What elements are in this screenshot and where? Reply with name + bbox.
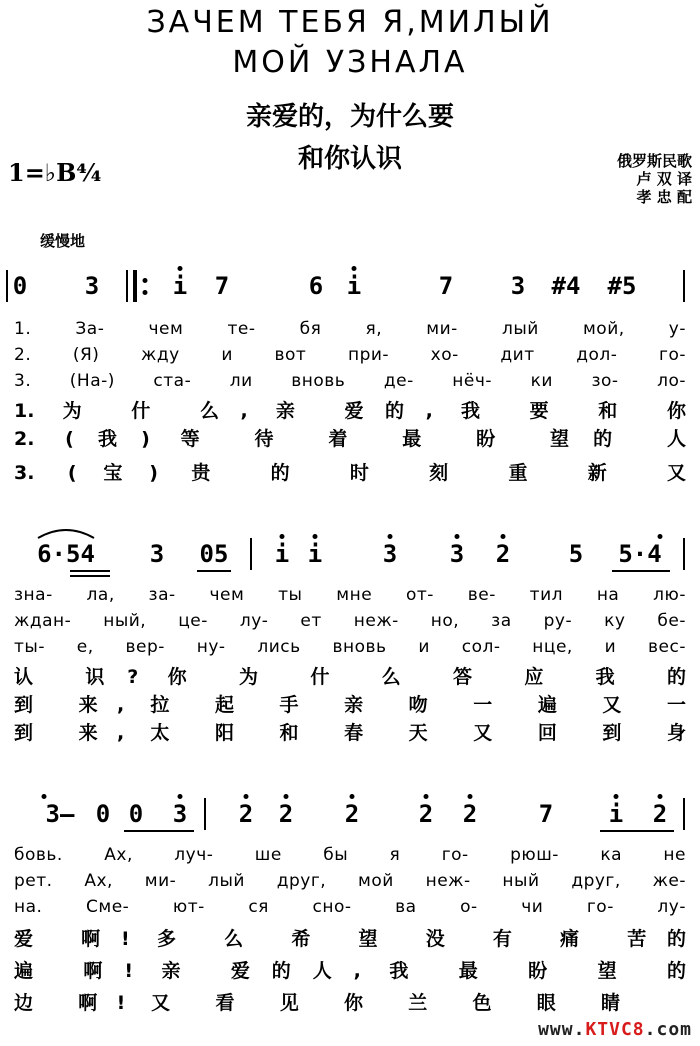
credit-translator: 卢 双 译 — [636, 170, 692, 188]
octave-dot — [468, 794, 473, 799]
credits — [617, 152, 692, 206]
note: 2 — [495, 540, 511, 568]
note: 2 — [278, 800, 294, 828]
tempo-marking: 缓慢地 — [40, 232, 86, 250]
octave-dot — [244, 794, 249, 799]
title-chinese-line1: 亲爱的，为什么要 — [245, 102, 454, 132]
watermark-prefix: www. — [538, 1019, 586, 1040]
note: 7 — [538, 800, 554, 828]
note: 2 — [652, 800, 668, 828]
staff-1-bar-end — [683, 270, 685, 302]
note: i — [608, 800, 624, 828]
note: 3 — [510, 272, 526, 300]
octave-dot — [280, 534, 285, 539]
beam-underline — [600, 830, 674, 832]
note: 0 — [12, 272, 28, 300]
note: 3 — [84, 272, 100, 300]
note: i — [172, 272, 188, 300]
octave-dot — [313, 534, 318, 539]
note: 0 — [95, 800, 111, 828]
repeat-dot — [143, 278, 148, 283]
barline — [683, 798, 685, 830]
title-chinese-line2: 和你认识 — [297, 144, 402, 174]
note: 3 — [449, 540, 465, 568]
repeat-start-bar — [133, 270, 137, 302]
repeat-dot — [143, 290, 148, 295]
note: i — [274, 540, 290, 568]
note: i — [307, 540, 323, 568]
octave-dot — [424, 794, 429, 799]
beam-underline — [197, 570, 231, 572]
barline — [250, 538, 252, 570]
watermark-brand: KTVC8 — [585, 1019, 645, 1040]
octave-dot — [455, 534, 460, 539]
octave-dot — [350, 794, 355, 799]
note: #4 — [551, 272, 581, 300]
beam-underline — [70, 575, 110, 577]
note: 2 — [418, 800, 434, 828]
barline — [204, 798, 206, 830]
note: 05 — [199, 540, 229, 568]
repeat-start-thick-bar — [126, 270, 128, 302]
barline — [683, 538, 685, 570]
note: 6 — [308, 272, 324, 300]
title-russian-line1: ЗАЧЕМ ТЕБЯ Я,МИЛЫЙ — [146, 5, 554, 40]
note: i — [346, 272, 362, 300]
note: 7 — [438, 272, 454, 300]
key-signature: 1=♭B⁴⁄₄ — [8, 158, 102, 187]
octave-dot — [42, 794, 47, 799]
octave-dot — [352, 266, 357, 271]
octave-dot — [501, 534, 506, 539]
octave-dot — [284, 794, 289, 799]
beam-underline — [70, 570, 110, 572]
note: 2 — [344, 800, 360, 828]
credit-arranger: 孝 忠 配 — [636, 188, 692, 206]
watermark-suffix: .com — [644, 1019, 692, 1040]
watermark — [538, 1019, 692, 1040]
octave-dot — [614, 794, 619, 799]
note: 5 — [568, 540, 584, 568]
note: 5·4 — [618, 540, 662, 568]
octave-dot — [658, 794, 663, 799]
octave-dot — [388, 534, 393, 539]
note: 3 — [149, 540, 165, 568]
octave-dot — [658, 534, 663, 539]
beam-underline — [612, 570, 670, 572]
slur — [36, 526, 96, 540]
note: 3 — [382, 540, 398, 568]
note: 3 — [172, 800, 188, 828]
note: 7 — [214, 272, 230, 300]
note: 2 — [238, 800, 254, 828]
staff-1-bar-start — [6, 270, 8, 302]
beam-underline — [124, 830, 194, 832]
title-russian-line2: МОЙ УЗНАЛА — [232, 45, 468, 80]
credit-origin: 俄罗斯民歌 — [616, 152, 692, 170]
note: #5 — [607, 272, 637, 300]
note: 6·54 — [37, 540, 95, 568]
octave-dot — [178, 266, 183, 271]
note: 0 — [128, 800, 144, 828]
note: 2 — [462, 800, 478, 828]
note: 3— — [45, 800, 75, 828]
octave-dot — [178, 794, 183, 799]
